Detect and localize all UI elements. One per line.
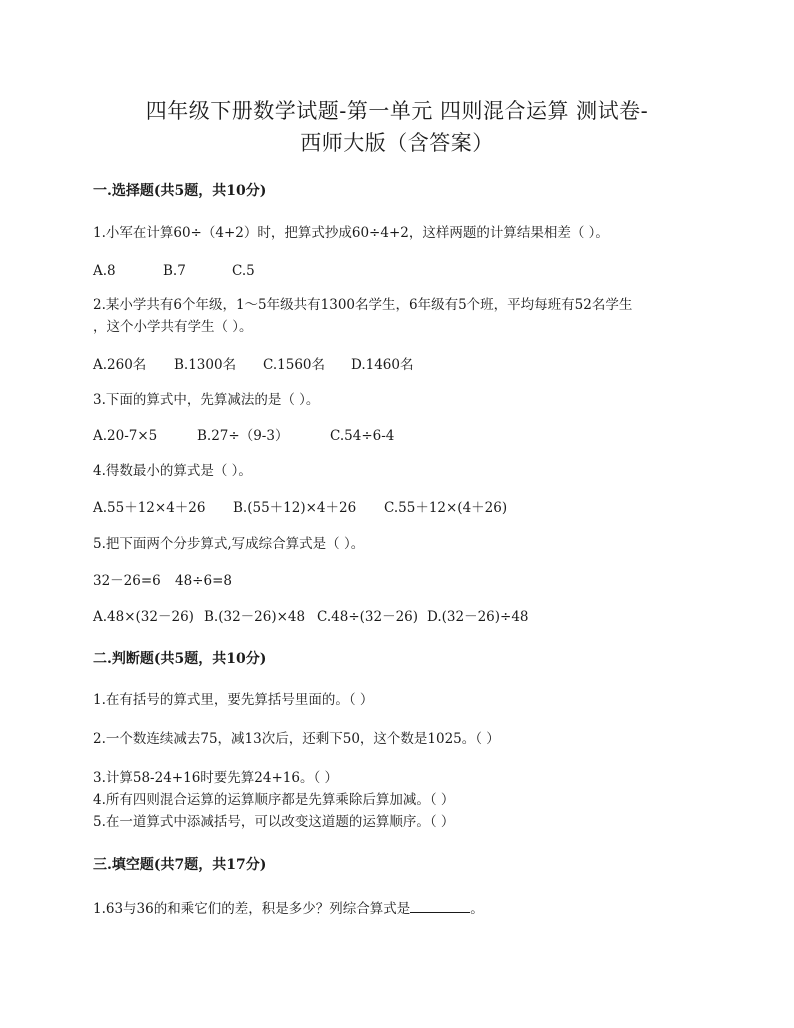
judgement-item-1: 1.在有括号的算式里，要先算括号里面的。（ ） bbox=[93, 692, 374, 708]
question-2-line-1: 2.某小学共有6个年级，1～5年级共有1300名学生，6年级有5个班，平均每班有52名学生 bbox=[93, 297, 633, 313]
q4-option-c: C.55＋12×(4＋26) bbox=[384, 500, 508, 516]
q4-option-b: B.(55＋12)×4＋26 bbox=[233, 500, 357, 516]
question-1-text: 1.小军在计算60÷（4+2）时，把算式抄成60÷4+2，这样两题的计算结果相差（ ）。 bbox=[93, 225, 609, 241]
section-heading-choice: 一.选择题(共5题，共10分) bbox=[93, 183, 267, 199]
answer-blank[interactable] bbox=[410, 900, 470, 913]
section-heading-fill-blank: 三.填空题(共7题，共17分) bbox=[93, 857, 267, 873]
q3-option-b: B.27÷（9-3） bbox=[197, 428, 289, 444]
q5-option-a: A.48×(32－26) bbox=[93, 609, 194, 625]
judgement-item-4: 4.所有四则混合运算的运算顺序都是先算乘除后算加减。（ ） bbox=[93, 792, 455, 808]
judgement-item-3: 3.计算58-24+16时要先算24+16。（ ） bbox=[93, 770, 338, 786]
q5-option-b: B.(32－26)×48 bbox=[204, 609, 306, 625]
q5-step-1: 32－26=6 bbox=[93, 573, 161, 589]
q3-option-a: A.20-7×5 bbox=[93, 428, 158, 444]
fill-blank-question-1 bbox=[93, 900, 484, 918]
q2-option-a: A.260名 bbox=[93, 357, 147, 373]
q1-option-c: C.5 bbox=[232, 263, 255, 279]
fill-blank-question-1-suffix: 。 bbox=[470, 901, 484, 917]
fill-blank-question-1-text: 1.63与36的和乘它们的差，积是多少？列综合算式是 bbox=[93, 901, 411, 917]
q5-step-2: 48÷6=8 bbox=[175, 573, 232, 589]
q1-option-b: B.7 bbox=[163, 263, 186, 279]
doc-title-line-2: 西师大版（含答案） bbox=[300, 131, 494, 155]
section-heading-judgement: 二.判断题(共5题，共10分) bbox=[93, 651, 267, 667]
q4-option-a: A.55＋12×4＋26 bbox=[93, 500, 206, 516]
question-4-text: 4.得数最小的算式是（ ）。 bbox=[93, 463, 252, 479]
judgement-item-5: 5.在一道算式中添减括号，可以改变这道题的运算顺序。（ ） bbox=[93, 814, 455, 830]
question-5-text: 5.把下面两个分步算式,写成综合算式是（ ）。 bbox=[93, 536, 365, 552]
q3-option-c: C.54÷6-4 bbox=[330, 428, 395, 444]
q5-option-d: D.(32－26)÷48 bbox=[427, 609, 529, 625]
judgement-item-2: 2.一个数连续减去75，减13次后，还剩下50，这个数是1025。（ ） bbox=[93, 731, 500, 747]
q1-option-a: A.8 bbox=[93, 263, 116, 279]
q5-option-c: C.48÷(32－26) bbox=[317, 609, 419, 625]
doc-title-line-1: 四年级下册数学试题-第一单元 四则混合运算 测试卷- bbox=[145, 99, 649, 123]
q2-option-d: D.1460名 bbox=[351, 357, 414, 373]
question-3-text: 3.下面的算式中，先算减法的是（ ）。 bbox=[93, 392, 320, 408]
q2-option-c: C.1560名 bbox=[263, 357, 325, 373]
q2-option-b: B.1300名 bbox=[174, 357, 237, 373]
question-2-line-2: ，这个小学共有学生（ ）。 bbox=[93, 319, 253, 335]
